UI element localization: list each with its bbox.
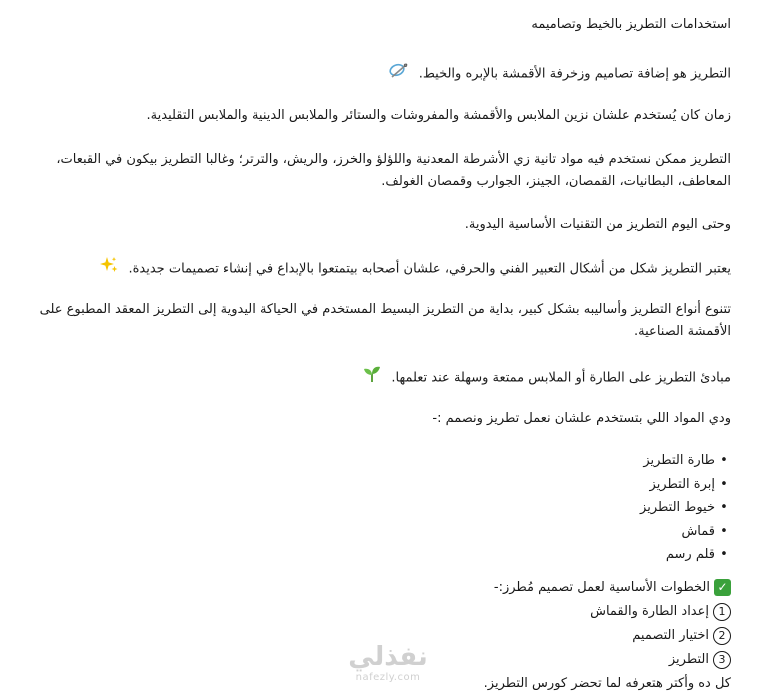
bullet-icon: •: [720, 523, 728, 539]
sparkles-icon: [100, 256, 118, 282]
list-item-label: قلم رسم: [665, 547, 715, 562]
step-label: إعداد الطارة والقماش: [590, 604, 709, 619]
list-item-label: إبرة التطريز: [649, 476, 715, 492]
circled-number-one-icon: 1: [713, 603, 731, 621]
check-mark-button-icon: ✓: [714, 579, 731, 596]
list-item: [640, 520, 731, 544]
paragraph-history: زمان كان يُستخدم علشان نزين الملابس والأقمشة والمفروشات والستائر والملابس الدينية والملابس التقليدية.: [146, 108, 731, 123]
step-label: التطريز: [668, 652, 709, 667]
seedling-icon: [363, 365, 381, 391]
paragraph-variety: تتنوع أنواع التطريز وأساليبه بشكل كبير، بداية من التطريز البسيط المستخدم في الحياكة اليدوية إلى التطريز المعقد المطبوع على الأقمشة الصناعية.: [39, 302, 731, 339]
watermark-latin: nafezly.com: [355, 672, 421, 683]
bullet-icon: •: [720, 453, 728, 468]
circled-number-two-icon: 2: [713, 627, 731, 645]
list-item: [640, 496, 731, 520]
step-item: [484, 624, 731, 648]
paragraph-principles: [30, 365, 731, 391]
list-item: [640, 449, 731, 473]
materials-list: [640, 449, 731, 567]
bullet-icon: •: [720, 547, 728, 562]
step-item: [484, 648, 731, 672]
document-title: استخدامات التطريز بالخيط وتصاميمه: [531, 17, 731, 32]
paragraph-artistic-text: يعتبر التطريز شكل من أشكال التعبير الفني والحرفي، علشان أصحابه بيتمتعوا بالإبداع في إنشاء تصميمات جديدة.: [128, 261, 731, 277]
watermark-arabic: نفذلي: [348, 642, 428, 672]
paragraph-definition: [30, 61, 731, 87]
step-label: اختيار التصميم: [632, 628, 709, 643]
step-item: [484, 600, 731, 624]
circled-number-three-icon: 3: [713, 651, 731, 669]
list-item-label: خيوط التطريز: [640, 500, 715, 515]
list-item-label: طارة التطريز: [643, 453, 715, 468]
paragraph-artistic: [30, 256, 731, 282]
paragraph-today: وحتى اليوم التطريز من التقنيات الأساسية اليدوية.: [464, 217, 731, 232]
steps-section: [484, 576, 731, 696]
steps-heading: [484, 576, 731, 600]
bullet-icon: •: [720, 476, 728, 492]
bullet-icon: •: [720, 500, 728, 515]
list-item: [640, 473, 731, 497]
watermark-logo: [338, 642, 438, 684]
paragraph-materials-intro: ودي المواد اللي بتستخدم علشان نعمل تطريز ونصمم :-: [432, 411, 731, 426]
steps-heading-text: الخطوات الأساسية لعمل تصميم مُطرز:-: [493, 580, 710, 595]
list-item: [640, 543, 731, 567]
paragraph-materials-usage: التطريز ممكن نستخدم فيه مواد تانية زي الأشرطة المعدنية واللؤلؤ والخرز، والريش، والترتر؛ وغالبا التطريز بيكون في القبعات، المعاطف، البطانيات، القمصان، الجينز، الجوارب وقمصان الغولف.: [56, 152, 731, 189]
list-item-label: قماش: [681, 523, 715, 539]
needle-thread-icon: [389, 61, 409, 87]
closing-line: كل ده وأكتر هتعرفه لما تحضر كورس التطريز.: [483, 676, 731, 691]
paragraph-principles-text: مبادئ التطريز على الطارة أو الملابس ممتعة وسهلة عند تعلمها.: [391, 370, 731, 386]
paragraph-definition-text: التطريز هو إضافة تصاميم وزخرفة الأقمشة بالإبره والخيط.: [418, 66, 731, 82]
